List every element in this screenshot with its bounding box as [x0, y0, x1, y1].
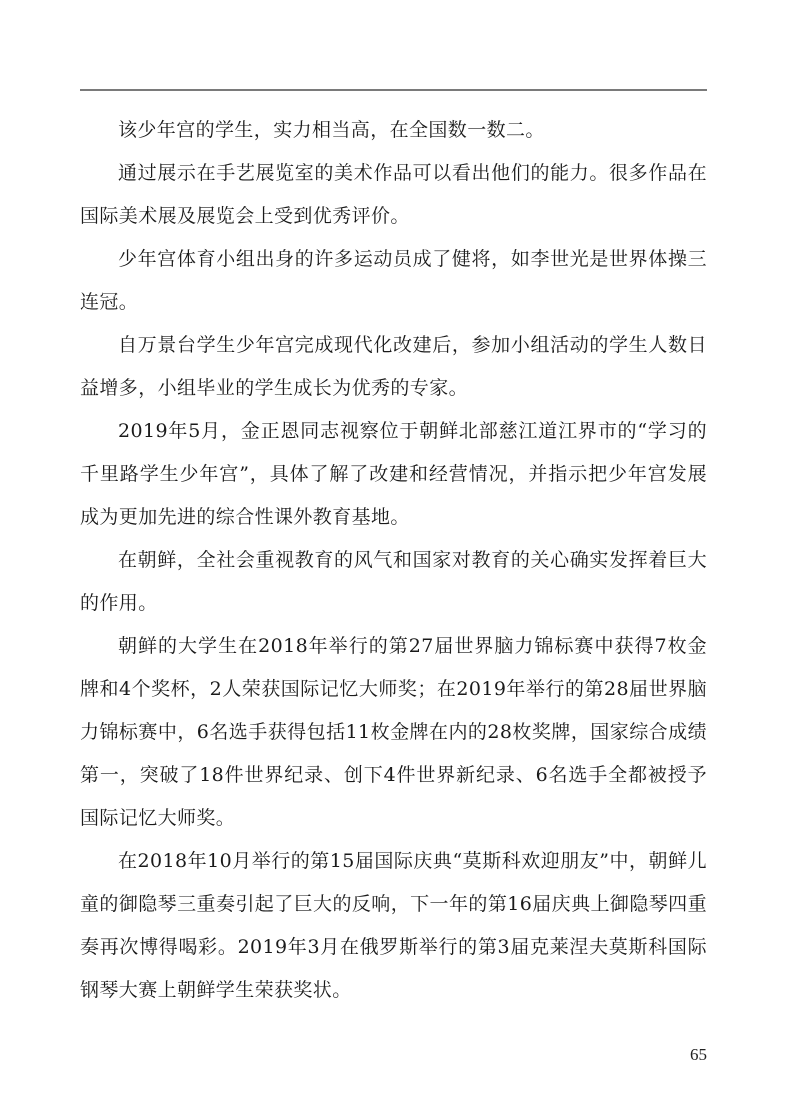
paragraph-5: 2019年5月，金正恩同志视察位于朝鲜北部慈江道江界市的“学习的千里路学生少年宫”，具体了解了改建和经营情况，并指示把少年宫发展成为更加先进的综合性课外教育基地。 — [80, 420, 707, 528]
paragraph-1: 该少年宫的学生，实力相当高，在全国数一数二。 — [118, 119, 545, 141]
paragraph-2: 通过展示在手艺展览室的美术作品可以看出他们的能力。很多作品在国际美术展及展览会上受到优秀评价。 — [80, 162, 707, 227]
paragraph-3: 少年宫体育小组出身的许多运动员成了健将，如李世光是世界体操三连冠。 — [80, 248, 707, 313]
paragraph-4: 自万景台学生少年宫完成现代化改建后，参加小组活动的学生人数日益增多，小组毕业的学生成长为优秀的专家。 — [80, 334, 707, 399]
page-number: 65 — [690, 1045, 707, 1064]
body-text — [80, 109, 707, 1012]
paragraph-8: 在2018年10月举行的第15届国际庆典“莫斯科欢迎朋友”中，朝鲜儿童的御隐琴三重奏引起了巨大的反响，下一年的第16届庆典上御隐琴四重奏再次博得喝彩。2019年3月在俄罗斯举行的第3届克莱涅夫莫斯科国际钢琴大赛上朝鲜学生荣获奖状。 — [80, 850, 707, 1001]
header-rule — [80, 89, 707, 91]
paragraph-6: 在朝鲜，全社会重视教育的风气和国家对教育的关心确实发挥着巨大的作用。 — [80, 549, 707, 614]
paragraph-7: 朝鲜的大学生在2018年举行的第27届世界脑力锦标赛中获得7枚金牌和4个奖杯，2人荣获国际记忆大师奖；在2019年举行的第28届世界脑力锦标赛中，6名选手获得包括11枚金牌在内的28枚奖牌，国家综合成绩第一，突破了18件世界纪录、创下4件世界新纪录、6名选手全都被授予国际记忆大师奖。 — [80, 635, 707, 829]
